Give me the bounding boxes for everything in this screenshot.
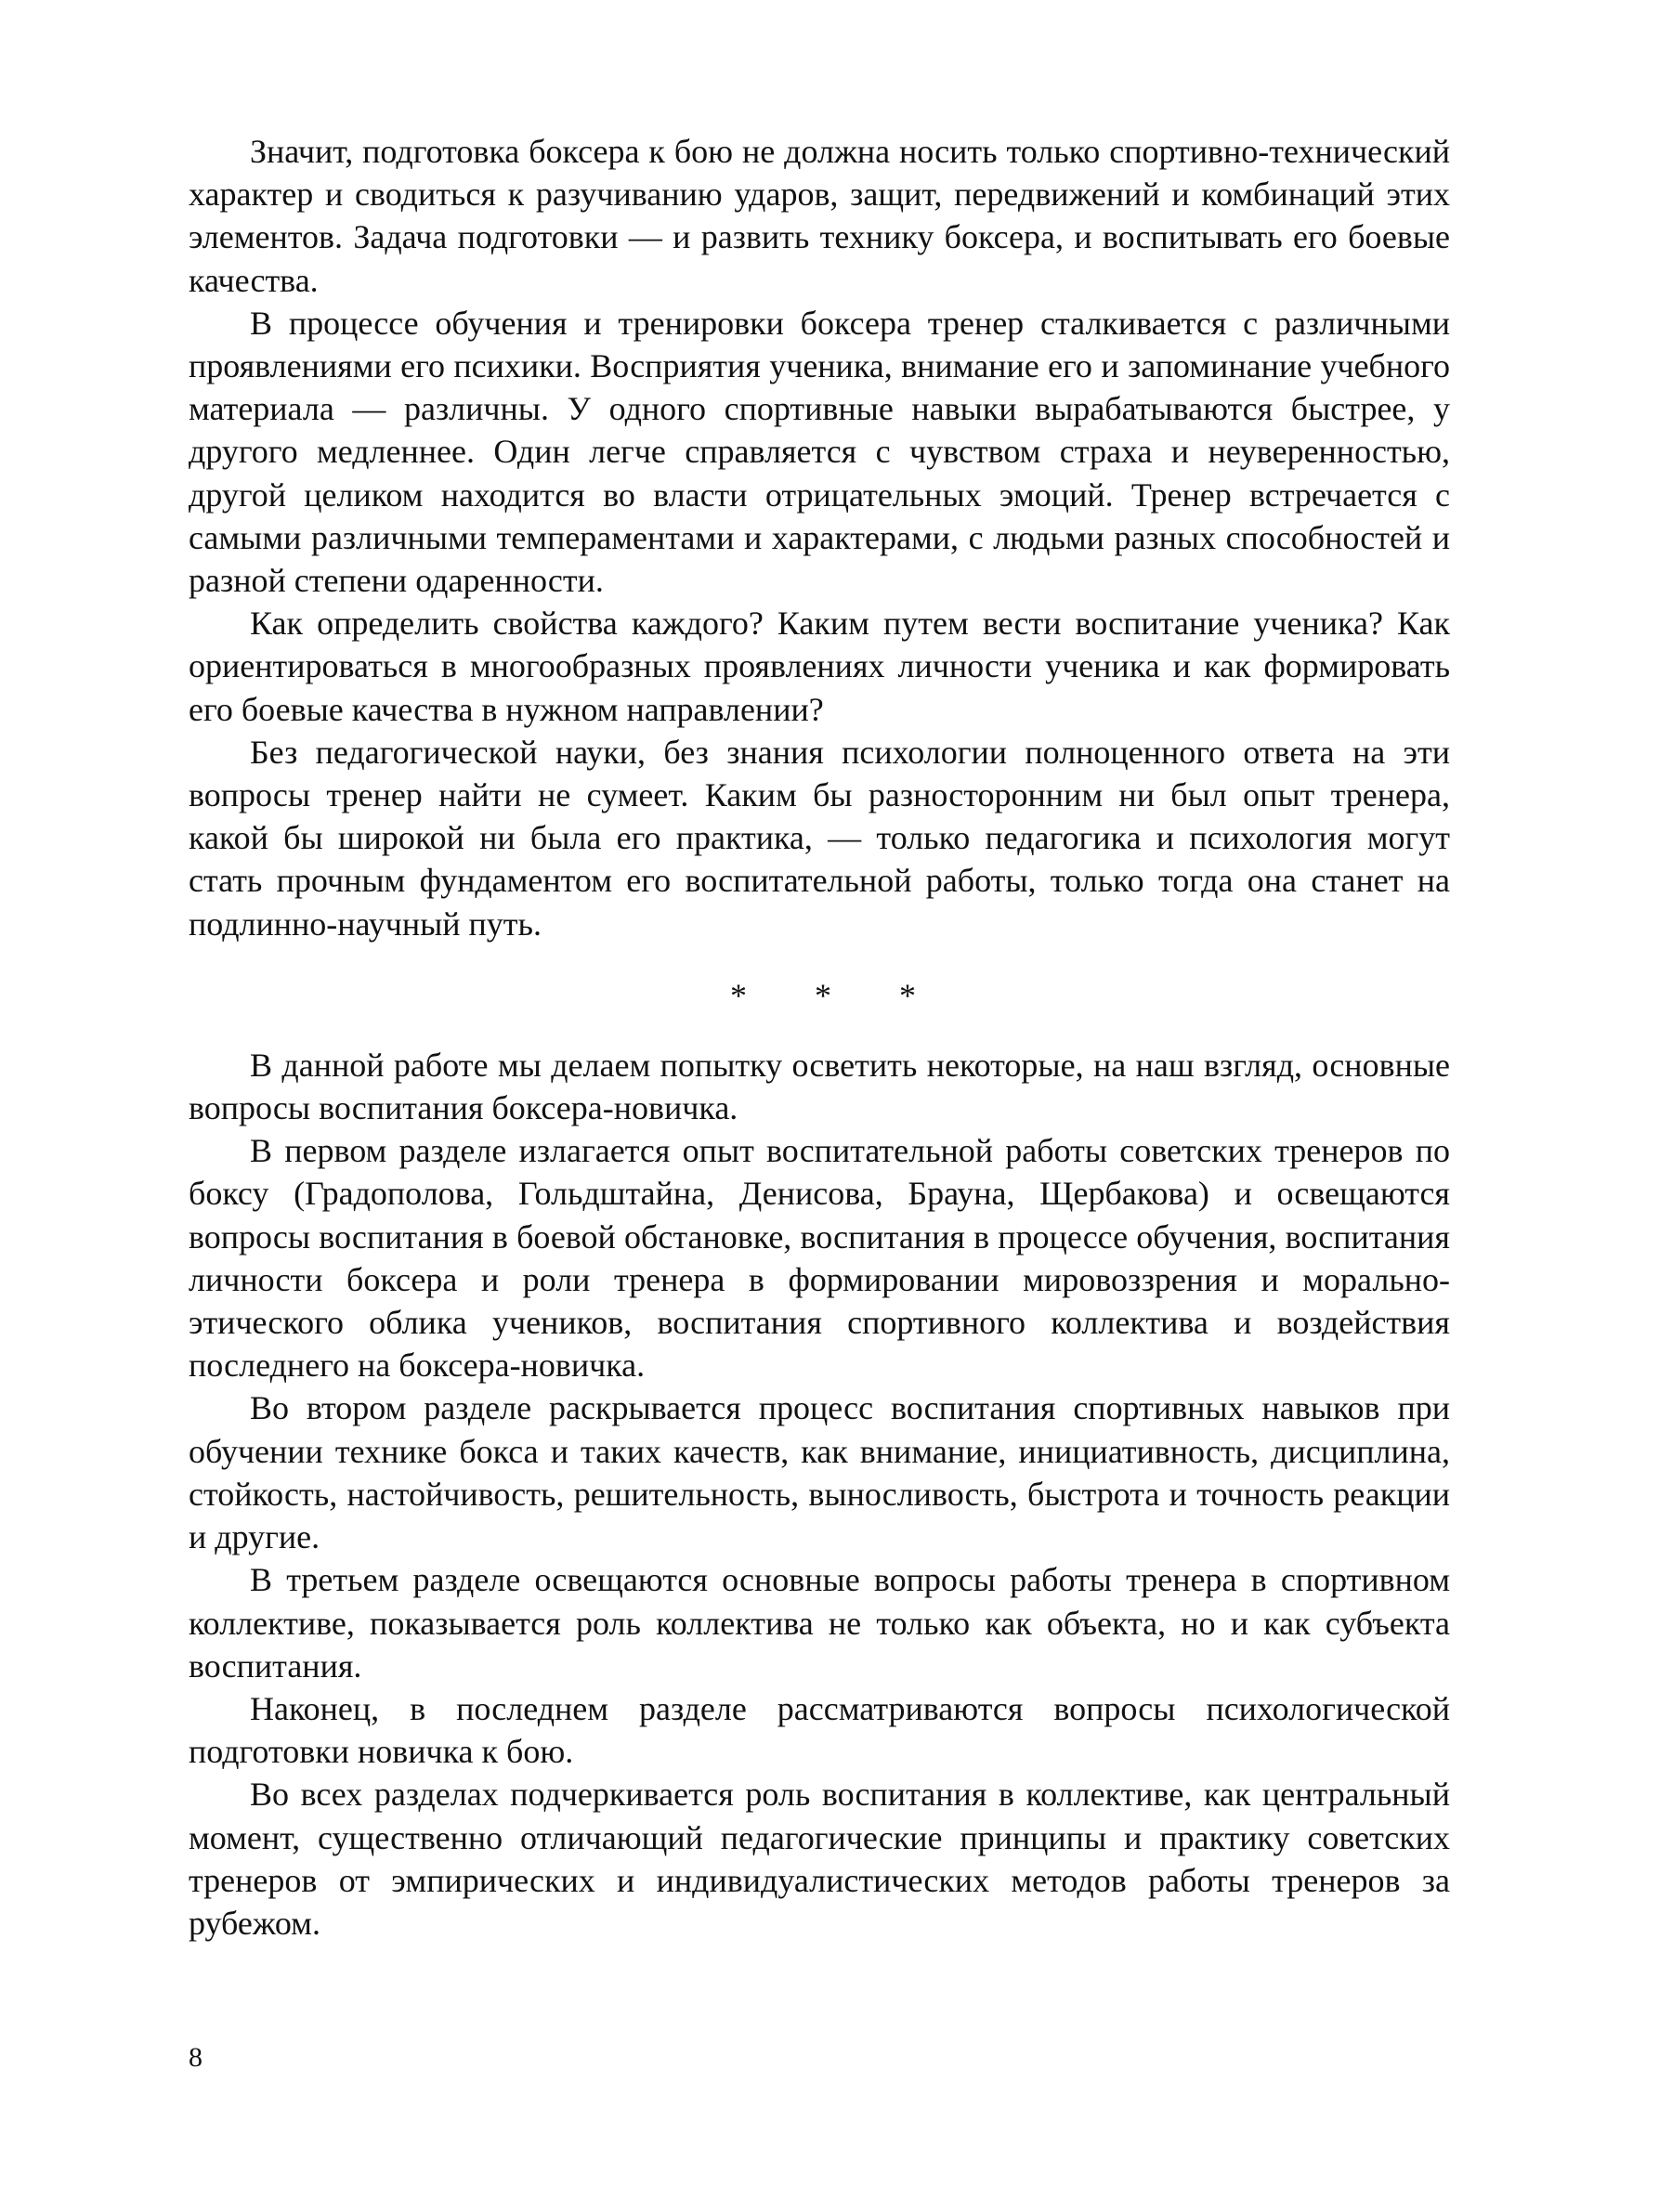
paragraph: В процессе обучения и тренировки боксера тренер сталкивается с различными проявлениями его психики. Восприятия ученика, внимание его и запоминание учебного материала — различны. У одного спортивные навыки вырабатываются быстрее, у другого медленнее. Один легче справляется с чувством страха и неуверенностью, другой целиком находится во власти отрицательных эмоций. Тренер встречается с самыми различными темпераментами и характерами, с людьми разных способностей и разной степени одаренности. xyxy=(189,304,1450,600)
paragraph: Во втором разделе раскрывается процесс воспитания спортивных навыков при обучении технике бокса и таких качеств, как внимание, инициативность, дисциплина, стойкость, настойчивость, решительность, выносливость, быстрота и точность реакции и другие. xyxy=(189,1389,1450,1556)
paragraph: Наконец, в последнем разделе рассматриваются вопросы психологической подготовки новичка к бою. xyxy=(189,1689,1450,1771)
paragraph: Как определить свойства каждого? Каким путем вести воспитание ученика? Как ориентироваться в многообразных проявлениях личности ученика и как формировать его боевые качества в нужном направлении? xyxy=(189,605,1450,728)
body-text xyxy=(189,130,1450,1945)
paragraph: Значит, подготовка боксера к бою не должна носить только спортивно-технический характер и сводиться к разучиванию ударов, защит, передвижений и комбинаций этих элементов. Задача подготовки — и развить технику боксера, и воспитывать его боевые качества. xyxy=(189,133,1450,299)
paragraph: В первом разделе излагается опыт воспитательной работы советских тренеров по боксу (Градополова, Гольдштайна, Денисова, Брауна, Щербакова) и освещаются вопросы воспитания в боевой обстановке, воспитания в процессе обучения, воспитания личности боксера и роли тренера в формировании мировоззрения и морально-этического облика учеников, воспитания спортивного коллектива и воздействия последнего на боксера-новичка. xyxy=(189,1132,1450,1385)
paragraph: В третьем разделе освещаются основные вопросы работы тренера в спортивном коллективе, показывается роль коллектива не только как объекта, но и как субъекта воспитания. xyxy=(189,1561,1450,1685)
paragraph: В данной работе мы делаем попытку осветить некоторые, на наш взгляд, основные вопросы воспитания боксера-новичка. xyxy=(189,1046,1450,1127)
section-separator: * * * xyxy=(730,976,946,1014)
page-number: 8 xyxy=(189,2042,202,2073)
paragraph: Без педагогической науки, без знания психологии полноценного ответа на эти вопросы тренер найти не сумеет. Каким бы разносторонним ни был опыт тренера, какой бы широкой ни была его практика, — только педагогика и психология могут стать прочным фундаментом его воспитательной работы, только тогда она станет на подлинно-научный путь. xyxy=(189,733,1450,943)
paragraph: Во всех разделах подчеркивается роль воспитания в коллективе, как центральный момент, существенно отличающий педагогические принципы и практику советских тренеров от эмпирических и индивидуалистических методов работы тренеров за рубежом. xyxy=(189,1776,1450,1942)
